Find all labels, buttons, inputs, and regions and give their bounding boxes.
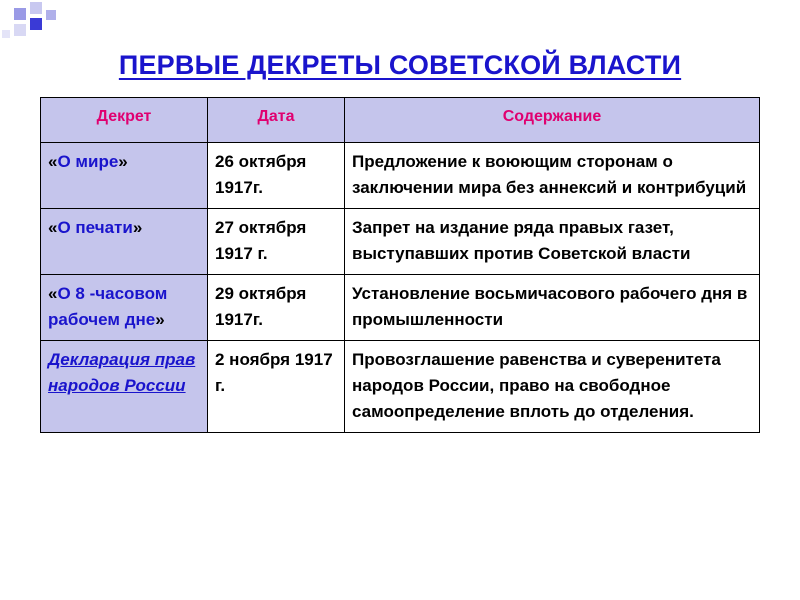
open-quote: « (48, 152, 58, 171)
table-row (41, 209, 760, 275)
decree-name: О мире (57, 152, 119, 171)
content-cell: Провозглашение равенства и суверенитета народов России, право на свободное самоопределение вплоть до отделения. (345, 341, 760, 433)
corner-square (14, 24, 26, 36)
table-row (41, 341, 760, 433)
date-cell: 26 октября 1917г. (208, 143, 345, 209)
corner-square (30, 2, 42, 14)
decree-cell (41, 209, 208, 275)
close-quote: » (118, 152, 128, 171)
decree-cell (41, 275, 208, 341)
page-title: ПЕРВЫЕ ДЕКРЕТЫ СОВЕТСКОЙ ВЛАСТИ (118, 50, 682, 80)
decree-cell (41, 341, 208, 433)
header-date: Дата (208, 98, 345, 143)
table-row (41, 275, 760, 341)
decree-cell (41, 143, 208, 209)
decrees-table (40, 97, 760, 433)
decree-name: О 8 -часовом рабочем дне (48, 284, 168, 329)
open-quote: « (48, 284, 58, 303)
corner-square (30, 18, 42, 30)
close-quote: » (155, 310, 165, 329)
corner-square (46, 10, 56, 20)
table-header-row (41, 98, 760, 143)
content-cell: Запрет на издание ряда правых газет, выступавших против Советской власти (345, 209, 760, 275)
header-content: Содержание (345, 98, 760, 143)
corner-square (2, 30, 10, 38)
corner-decoration (0, 0, 60, 45)
date-cell: 29 октября 1917г. (208, 275, 345, 341)
date-cell: 27 октября 1917 г. (208, 209, 345, 275)
corner-square (14, 8, 26, 20)
decree-name: О печати (57, 218, 133, 237)
table-row (41, 143, 760, 209)
open-quote: « (48, 218, 58, 237)
header-decree: Декрет (41, 98, 208, 143)
close-quote: » (132, 218, 143, 237)
declaration-link[interactable]: Декларация прав народов России (48, 350, 196, 395)
content-cell: Предложение к воюющим сторонам о заключении мира без аннексий и контрибуций (345, 143, 760, 209)
content-cell: Установление восьмичасового рабочего дня в промышленности (345, 275, 760, 341)
date-cell: 2 ноября 1917 г. (208, 341, 345, 433)
